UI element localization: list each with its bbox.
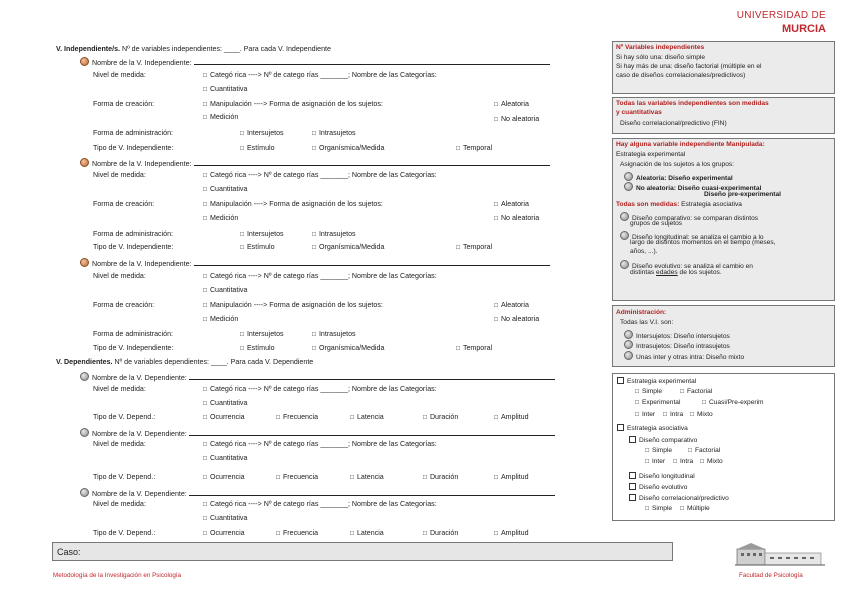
ocurrencia-option[interactable]: □ Ocurrencia <box>203 414 245 422</box>
check-evolutivo[interactable]: Diseño evolutivo <box>629 483 687 492</box>
box1-line: Si hay más de una: diseño factorial (múltiple en el <box>616 63 762 70</box>
bulb-icon <box>80 258 89 267</box>
estimulo-option[interactable]: □ Estímulo <box>240 345 275 353</box>
box4-line: Intersujetos: Diseño intersujetos <box>624 330 730 341</box>
no-aleatoria-option[interactable]: □ No aleatoria <box>494 116 539 124</box>
intersujetos-option[interactable]: □ Intersujetos <box>240 130 284 138</box>
temporal-option[interactable]: □ Temporal <box>456 145 492 153</box>
tipo-dep-label: Tipo de V. Depend.: <box>93 529 156 537</box>
medicion-option[interactable]: □ Medición <box>203 114 238 122</box>
bulb-icon <box>620 231 629 240</box>
bulb-icon <box>624 351 633 360</box>
check-experimental[interactable]: □ Experimental <box>635 400 680 407</box>
estimulo-option[interactable]: □ Estímulo <box>240 145 275 153</box>
check-exp[interactable]: Estrategia experimental <box>617 377 696 386</box>
forma-admin-label: Forma de administración: <box>93 230 174 238</box>
check-inter-2[interactable]: □ Inter <box>645 459 665 466</box>
temporal-option[interactable]: □ Temporal <box>456 345 492 353</box>
nombre-dep-3: Nombre de la V. Dependiente: <box>80 488 555 498</box>
tipo-dep-label: Tipo de V. Depend.: <box>93 473 156 481</box>
duracion-option[interactable]: □ Duración <box>423 474 458 482</box>
box3-line: Diseño longitudinal: se analiza el cambio a lo <box>620 231 764 242</box>
box3-title: Hay alguna variable independiente Manipulada: <box>616 141 765 148</box>
check-mixto[interactable]: □ Mixto <box>690 412 713 419</box>
aleatoria-option[interactable]: □ Aleatoria <box>494 101 529 109</box>
aleatoria-option[interactable]: □ Aleatoria <box>494 302 529 310</box>
bulb-icon <box>80 158 89 167</box>
check-comparativo[interactable]: Diseño comparativo <box>629 436 697 445</box>
university-label: UNIVERSIDAD DE <box>736 10 826 21</box>
nivel-medida-label: Nivel de medida: <box>93 500 146 508</box>
medicion-option[interactable]: □ Medición <box>203 316 238 324</box>
ocurrencia-option[interactable]: □ Ocurrencia <box>203 474 245 482</box>
forma-creacion-label: Forma de creación: <box>93 100 155 108</box>
cuantitativa-option[interactable]: □ Cuantitativa <box>203 455 247 463</box>
cuantitativa-option[interactable]: □ Cuantitativa <box>203 186 247 194</box>
intersujetos-option[interactable]: □ Intersujetos <box>240 331 284 339</box>
forma-creacion-label: Forma de creación: <box>93 200 155 208</box>
bulb-icon <box>624 340 633 349</box>
intrasujetos-option[interactable]: □ Intrasujetos <box>312 231 356 239</box>
box3-line: años, ...). <box>630 248 658 255</box>
intrasujetos-option[interactable]: □ Intrasujetos <box>312 130 356 138</box>
footer-faculty: Facultad de Psicología <box>739 572 803 579</box>
check-factorial[interactable]: □ Factorial <box>680 389 712 396</box>
box3-line: largo de distintos momentos en el tiempo (meses, <box>630 239 776 246</box>
box3-line: Aleatoria: Diseño experimental <box>624 172 733 183</box>
check-simple-3[interactable]: □ Simple <box>645 506 672 513</box>
organismica-option[interactable]: □ Organísmica/Medida <box>312 145 384 153</box>
categorica-option[interactable]: □ Categó rica ----> Nº de catego rías _______; Nombre de las Categorías: <box>203 172 437 180</box>
check-intra[interactable]: □ Intra <box>663 412 683 419</box>
temporal-option[interactable]: □ Temporal <box>456 244 492 252</box>
estimulo-option[interactable]: □ Estímulo <box>240 244 275 252</box>
nombre-indep-1: Nombre de la V. Independiente: <box>80 57 550 67</box>
latencia-option[interactable]: □ Latencia <box>350 414 384 422</box>
bulb-icon <box>620 260 629 269</box>
box4-title: Administración: <box>616 309 667 316</box>
ocurrencia-option[interactable]: □ Ocurrencia <box>203 530 245 538</box>
nivel-medida-label: Nivel de medida: <box>93 171 146 179</box>
bulb-icon <box>80 57 89 66</box>
amplitud-option[interactable]: □ Amplitud <box>494 530 529 538</box>
manipulacion-option[interactable]: □ Manipulación ----> Forma de asignación de los sujetos: <box>203 302 383 310</box>
box4-line: Unas inter y otras intra: Diseño mixto <box>624 351 744 362</box>
bulb-icon <box>80 372 89 381</box>
bulb-icon <box>624 330 633 339</box>
dep-section-title: V. Dependientes. Nº de variables dependientes: ____. Para cada V. Dependiente <box>56 358 314 366</box>
nombre-indep-2: Nombre de la V. Independiente: <box>80 158 550 168</box>
amplitud-option[interactable]: □ Amplitud <box>494 474 529 482</box>
tipo-indep-label: Tipo de V. Independiente: <box>93 344 174 352</box>
nivel-medida-label: Nivel de medida: <box>93 440 146 448</box>
no-aleatoria-option[interactable]: □ No aleatoria <box>494 316 539 324</box>
box1-title: Nº Variables independientes <box>616 44 705 51</box>
box3-line: No aleatoria: Diseño cuasi-experimental <box>624 182 761 193</box>
university-city: MURCIA <box>782 23 826 35</box>
categorica-option[interactable]: □ Categó rica ----> Nº de catego rías _______; Nombre de las Categorías: <box>203 72 437 80</box>
check-multiple[interactable]: □ Múltiple <box>680 506 710 513</box>
check-simple-2[interactable]: □ Simple <box>645 448 672 455</box>
cuantitativa-option[interactable]: □ Cuantitativa <box>203 400 247 408</box>
nivel-medida-label: Nivel de medida: <box>93 71 146 79</box>
check-intra-2[interactable]: □ Intra <box>673 459 693 466</box>
bulb-icon <box>620 212 629 221</box>
frecuencia-option[interactable]: □ Frecuencia <box>276 474 318 482</box>
check-cuasi[interactable]: □ Cuasi/Pre-experim <box>702 400 764 407</box>
nivel-medida-label: Nivel de medida: <box>93 272 146 280</box>
forma-admin-label: Forma de administración: <box>93 330 174 338</box>
latencia-option[interactable]: □ Latencia <box>350 530 384 538</box>
cuantitativa-option[interactable]: □ Cuantitativa <box>203 287 247 295</box>
footer-course: Metodología de la Investigación en Psicología <box>53 572 182 579</box>
box3-line: distintas edades de los sujetos. <box>630 269 722 276</box>
frecuencia-option[interactable]: □ Frecuencia <box>276 530 318 538</box>
check-factorial-2[interactable]: □ Factorial <box>688 448 720 455</box>
categorica-option[interactable]: □ Categó rica ----> Nº de catego rías _______; Nombre de las Categorías: <box>203 386 437 394</box>
bulb-icon <box>624 182 633 191</box>
medicion-option[interactable]: □ Medición <box>203 215 238 223</box>
frecuencia-option[interactable]: □ Frecuencia <box>276 414 318 422</box>
duracion-option[interactable]: □ Duración <box>423 414 458 422</box>
amplitud-option[interactable]: □ Amplitud <box>494 414 529 422</box>
bulb-icon <box>624 172 633 181</box>
nombre-dep-2: Nombre de la V. Dependiente: <box>80 428 555 438</box>
intrasujetos-option[interactable]: □ Intrasujetos <box>312 331 356 339</box>
check-inter[interactable]: □ Inter <box>635 412 655 419</box>
box3-line: Asignación de los sujetos a los grupos: <box>620 161 734 168</box>
box2-line: Diseño correlacional/predictivo (FIN) <box>620 120 727 127</box>
forma-admin-label: Forma de administración: <box>93 129 174 137</box>
box4-line: Intrasujetos: Diseño intrasujetos <box>624 340 730 351</box>
box3-line: Estrategia experimental <box>616 151 686 158</box>
indep-section-title: V. Independiente/s. Nº de variables independientes: ____. Para cada V. Independiente <box>56 45 331 53</box>
box2-title: y cuantitativas <box>616 109 662 116</box>
check-correlacional[interactable]: Diseño correlacional/predictivo <box>629 494 729 503</box>
duracion-option[interactable]: □ Duración <box>423 530 458 538</box>
categorica-option[interactable]: □ Categó rica ----> Nº de catego rías _______; Nombre de las Categorías: <box>203 501 437 509</box>
box1-line: caso de diseños correlacionales/predictivos) <box>616 72 746 79</box>
no-aleatoria-option[interactable]: □ No aleatoria <box>494 215 539 223</box>
manipulacion-option[interactable]: □ Manipulación ----> Forma de asignación de los sujetos: <box>203 201 383 209</box>
bulb-icon <box>80 428 89 437</box>
tipo-indep-label: Tipo de V. Independiente: <box>93 144 174 152</box>
manipulacion-option[interactable]: □ Manipulación ----> Forma de asignación de los sujetos: <box>203 101 383 109</box>
box4-line: Todas las V.I. son: <box>620 319 674 326</box>
box3-line: Todas son medidas: Estrategia asociativa <box>616 201 742 208</box>
aleatoria-option[interactable]: □ Aleatoria <box>494 201 529 209</box>
categorica-option[interactable]: □ Categó rica ----> Nº de catego rías _______; Nombre de las Categorías: <box>203 441 437 449</box>
tipo-indep-label: Tipo de V. Independiente: <box>93 243 174 251</box>
organismica-option[interactable]: □ Organísmica/Medida <box>312 345 384 353</box>
bulb-icon <box>80 488 89 497</box>
cuantitativa-option[interactable]: □ Cuantitativa <box>203 515 247 523</box>
box3-line: Diseño pre-experimental <box>704 191 781 198</box>
check-simple[interactable]: □ Simple <box>635 389 662 396</box>
organismica-option[interactable]: □ Organísmica/Medida <box>312 244 384 252</box>
check-longitudinal[interactable]: Diseño longitudinal <box>629 472 695 481</box>
box3-line: Diseño comparativo: se comparan distintos <box>620 212 758 223</box>
caso-field[interactable]: Caso: <box>52 542 673 561</box>
check-asoc[interactable]: Estrategia asociativa <box>617 424 688 433</box>
nivel-medida-label: Nivel de medida: <box>93 385 146 393</box>
box3-line: grupos de sujetos <box>630 220 683 227</box>
box2-title: Todas las variables independientes son medidas <box>616 100 769 107</box>
check-mixto-2[interactable]: □ Mixto <box>700 459 723 466</box>
intersujetos-option[interactable]: □ Intersujetos <box>240 231 284 239</box>
latencia-option[interactable]: □ Latencia <box>350 474 384 482</box>
faculty-building-logo <box>735 541 825 567</box>
box1-line: Si hay sólo una: diseño simple <box>616 54 706 61</box>
nombre-indep-3: Nombre de la V. Independiente: <box>80 258 550 268</box>
tipo-dep-label: Tipo de V. Depend.: <box>93 413 156 421</box>
categorica-option[interactable]: □ Categó rica ----> Nº de catego rías _______; Nombre de las Categorías: <box>203 273 437 281</box>
cuantitativa-option[interactable]: □ Cuantitativa <box>203 86 247 94</box>
forma-creacion-label: Forma de creación: <box>93 301 155 309</box>
box3-line: Diseño evolutivo: se analiza el cambio en <box>620 260 753 271</box>
nombre-dep-1: Nombre de la V. Dependiente: <box>80 372 555 382</box>
